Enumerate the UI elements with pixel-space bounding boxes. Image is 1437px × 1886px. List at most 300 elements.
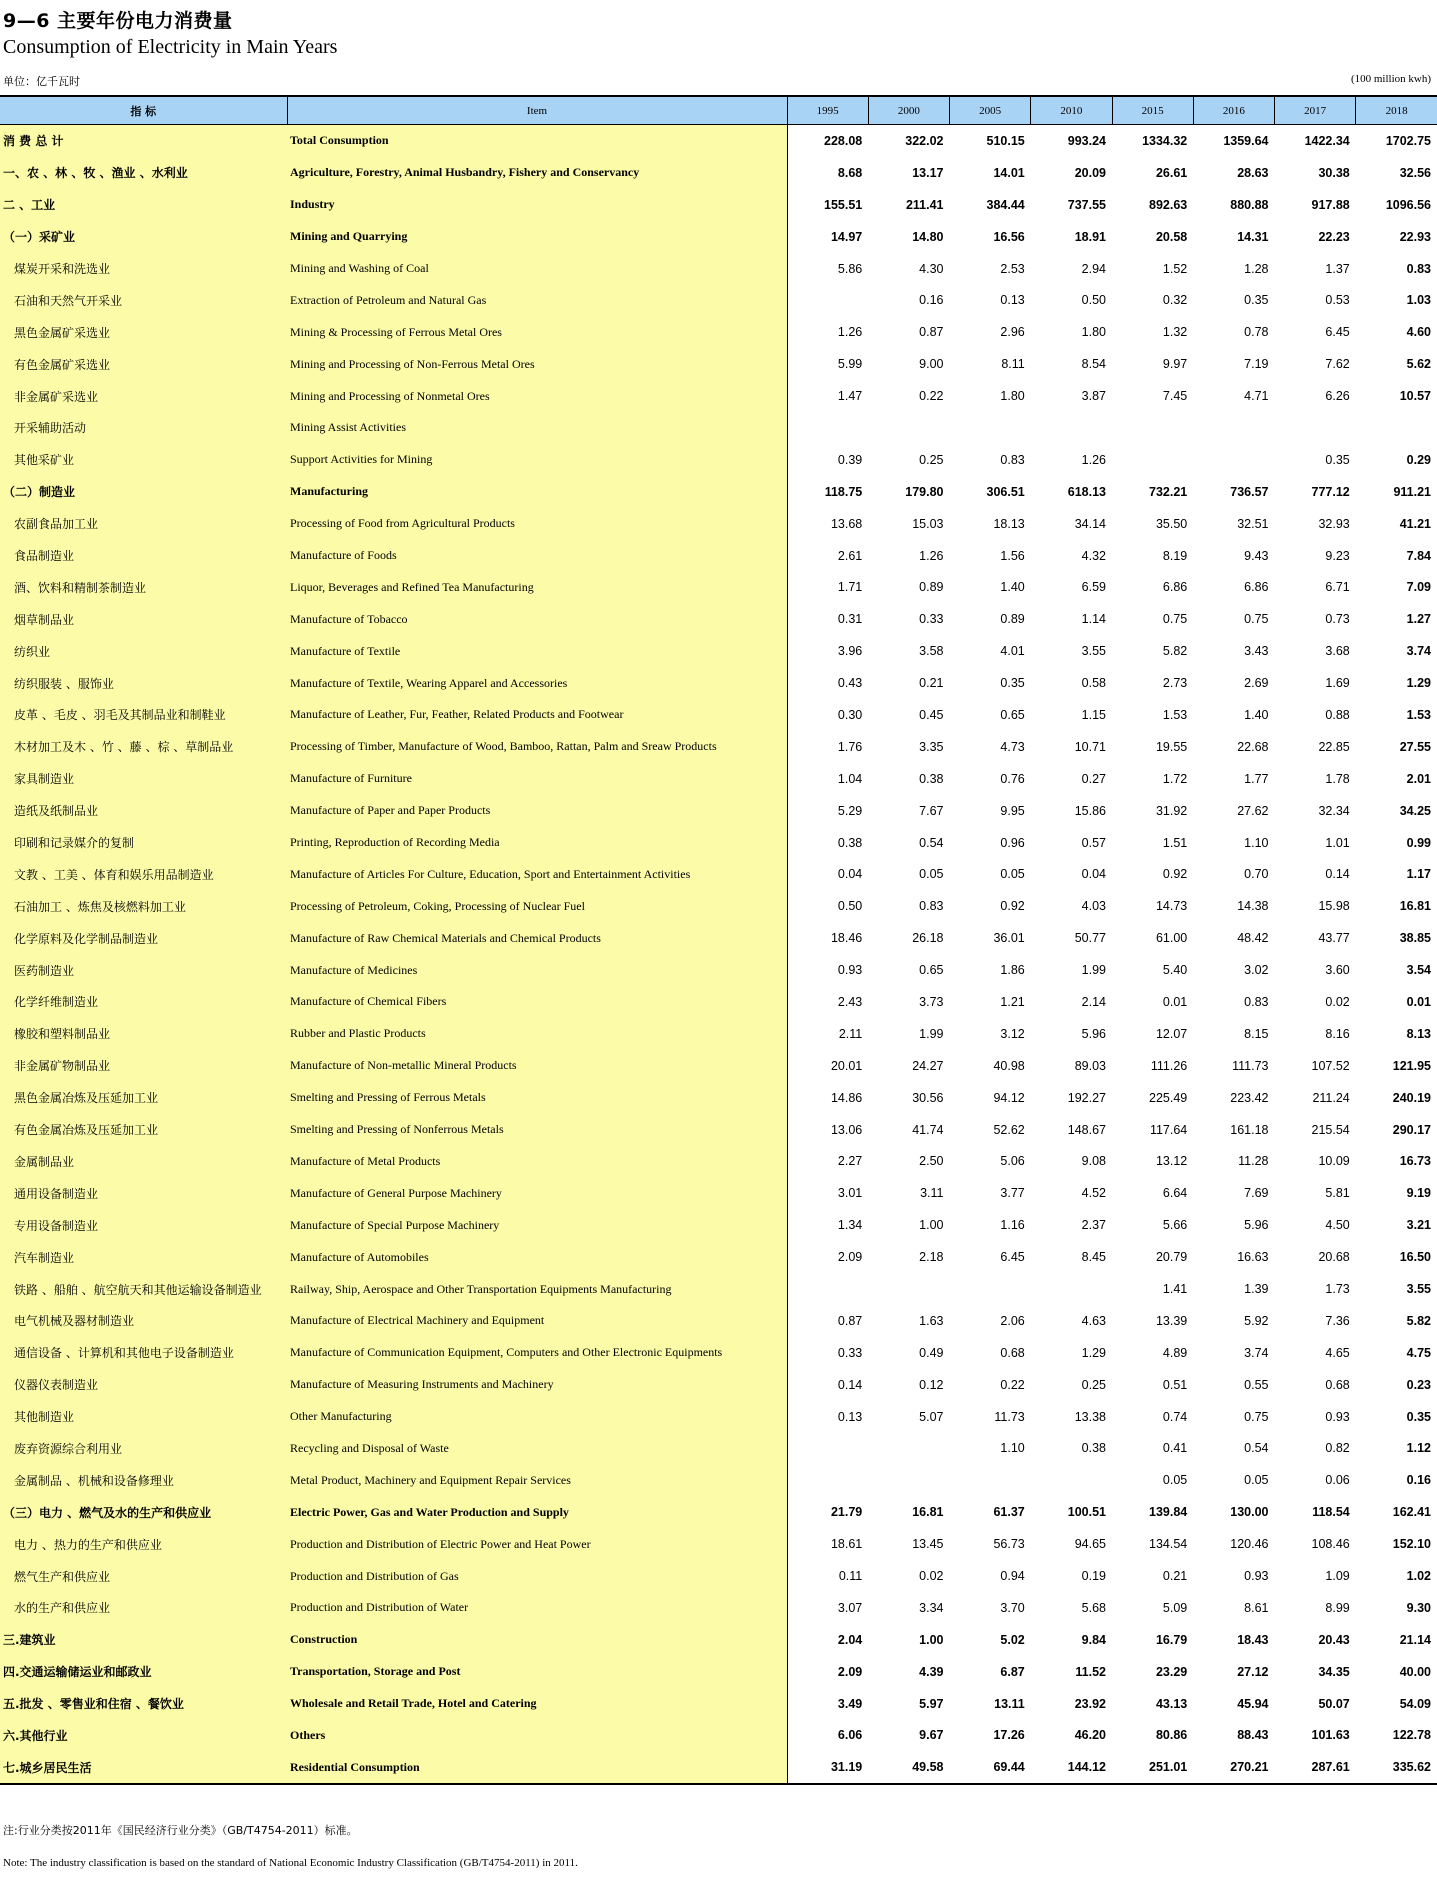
row-label-en: Processing of Timber, Manufacture of Wood, Bamboo, Rattan, Palm and Sreaw Products: [287, 731, 787, 763]
value-cell: 1.29: [1081, 1345, 1106, 1360]
value-cell: 1.40: [1000, 580, 1025, 595]
value-cell: 0.35: [1000, 676, 1025, 691]
row-label-cn: 通用设备制造业: [0, 1177, 287, 1209]
value-cell: 0.22: [1000, 1377, 1025, 1392]
row-label-cn: （一）采矿业: [0, 221, 287, 253]
row-label-cn: 食品制造业: [0, 540, 287, 572]
value-cell: 228.08: [824, 133, 863, 148]
value-cell: 0.96: [1000, 835, 1025, 850]
value-cell: 5.06: [1000, 1154, 1025, 1169]
table-row: [0, 157, 1437, 189]
value-cell: 3.02: [1244, 963, 1269, 978]
value-cell: 4.75: [1406, 1345, 1431, 1360]
value-cell: 120.46: [1230, 1537, 1269, 1552]
value-cell: 0.21: [1162, 1569, 1188, 1584]
value-cell: 52.62: [993, 1122, 1025, 1137]
value-cell: 7.19: [1244, 357, 1269, 372]
row-label-en: Manufacture of Tobacco: [287, 603, 787, 635]
row-label-en: Recycling and Disposal of Waste: [287, 1433, 787, 1465]
value-cell: 1096.56: [1385, 197, 1431, 212]
value-cell: 0.58: [1081, 676, 1106, 691]
value-cell: [787, 1464, 868, 1496]
value-cell: 5.96: [1081, 1026, 1106, 1041]
row-label-cn: 化学原料及化学制品制造业: [0, 922, 287, 954]
value-cell: 0.30: [837, 707, 863, 722]
table-row: [0, 1624, 1437, 1656]
value-cell: 16.81: [912, 1505, 944, 1520]
value-cell: 8.68: [837, 165, 863, 180]
table-row: [0, 1592, 1437, 1624]
value-cell: 0.68: [1325, 1377, 1350, 1392]
header-year: 1995: [787, 96, 868, 125]
value-cell: 917.88: [1311, 197, 1350, 212]
value-cell: 161.18: [1230, 1122, 1269, 1137]
value-cell: 9.23: [1325, 548, 1350, 563]
row-label-en: Manufacture of Paper and Paper Products: [287, 795, 787, 827]
value-cell: 152.10: [1392, 1537, 1431, 1552]
row-label-cn: 木材加工及木 、竹 、藤 、棕 、草制品业: [0, 731, 287, 763]
value-cell: 1.53: [1406, 707, 1431, 722]
value-cell: 1.26: [837, 325, 863, 340]
value-cell: 0.14: [837, 1377, 863, 1392]
value-cell: 1.51: [1162, 835, 1188, 850]
value-cell: 11.73: [994, 1409, 1025, 1424]
value-cell: 122.78: [1392, 1728, 1431, 1743]
value-cell: 4.89: [1162, 1345, 1188, 1360]
row-label-cn: 有色金属冶炼及压延加工业: [0, 1114, 287, 1146]
header-year: 2015: [1112, 96, 1193, 125]
value-cell: 3.34: [919, 1600, 944, 1615]
value-cell: 61.37: [993, 1505, 1025, 1520]
value-cell: 1.14: [1081, 612, 1106, 627]
value-cell: 2.14: [1081, 994, 1106, 1009]
value-cell: 0.55: [1244, 1377, 1269, 1392]
table-row: [0, 795, 1437, 827]
table-row: [0, 1560, 1437, 1592]
table-row: [0, 827, 1437, 859]
table-row: [0, 444, 1437, 476]
value-cell: 34.14: [1074, 516, 1106, 531]
value-cell: 0.41: [1162, 1441, 1188, 1456]
row-label-en: Railway, Ship, Aerospace and Other Transportation Equipments Manufacturing: [287, 1273, 787, 1305]
value-cell: 8.54: [1081, 357, 1106, 372]
value-cell: 107.52: [1311, 1058, 1350, 1073]
row-label-cn: 五.批发 、零售业和住宿 、餐饮业: [0, 1688, 287, 1720]
value-cell: 3.12: [1000, 1026, 1025, 1041]
value-cell: 0.25: [919, 452, 944, 467]
value-cell: 111.26: [1150, 1058, 1188, 1073]
value-cell: 0.54: [1244, 1441, 1269, 1456]
table-row: [0, 763, 1437, 795]
value-cell: 111.73: [1232, 1058, 1269, 1073]
row-label-cn: 黑色金属矿采选业: [0, 316, 287, 348]
table-row: [0, 1114, 1437, 1146]
value-cell: 18.61: [830, 1537, 863, 1552]
row-label-cn: 四.交通运输储运业和邮政业: [0, 1656, 287, 1688]
value-cell: [868, 1273, 949, 1305]
value-cell: 0.92: [1000, 899, 1025, 914]
value-cell: 1.78: [1325, 771, 1350, 786]
value-cell: 1.69: [1325, 676, 1350, 691]
value-cell: 13.11: [994, 1696, 1025, 1711]
value-cell: 34.35: [1318, 1664, 1350, 1679]
table-row: [0, 348, 1437, 380]
value-cell: 10.71: [1074, 739, 1106, 754]
value-cell: 0.65: [919, 963, 944, 978]
value-cell: 20.43: [1318, 1632, 1350, 1647]
value-cell: 4.03: [1081, 899, 1106, 914]
table-row: [0, 858, 1437, 890]
value-cell: 16.81: [1399, 899, 1431, 914]
row-label-en: Manufacture of Medicines: [287, 954, 787, 986]
value-cell: 2.11: [838, 1026, 863, 1041]
value-cell: 192.27: [1067, 1090, 1106, 1105]
table-row: [0, 1751, 1437, 1784]
value-cell: 732.21: [1149, 484, 1188, 499]
value-cell: 1.00: [919, 1218, 944, 1233]
value-cell: 335.62: [1356, 1751, 1437, 1784]
table-row: [0, 954, 1437, 986]
value-cell: [1031, 1273, 1112, 1305]
value-cell: 736.57: [1230, 484, 1269, 499]
value-cell: 1.86: [1000, 963, 1025, 978]
value-cell: 21.79: [830, 1505, 863, 1520]
value-cell: 89.03: [1074, 1058, 1106, 1073]
row-label-cn: 印刷和记录媒介的复制: [0, 827, 287, 859]
value-cell: 5.82: [1162, 644, 1188, 659]
row-label-en: Electric Power, Gas and Water Production and Supply: [287, 1496, 787, 1528]
value-cell: [1112, 444, 1193, 476]
value-cell: 6.86: [1162, 580, 1188, 595]
value-cell: 3.54: [1406, 963, 1431, 978]
value-cell: 1.17: [1406, 867, 1431, 882]
header-row: [0, 96, 1437, 125]
header-indicator: 指 标: [0, 96, 287, 125]
value-cell: 9.19: [1406, 1186, 1431, 1201]
value-cell: 0.83: [1244, 994, 1269, 1009]
value-cell: 618.13: [1067, 484, 1106, 499]
value-cell: 35.50: [1155, 516, 1188, 531]
value-cell: 4.01: [1000, 644, 1025, 659]
value-cell: 0.87: [837, 1313, 863, 1328]
value-cell: 40.98: [993, 1058, 1025, 1073]
value-cell: 6.64: [1162, 1186, 1188, 1201]
value-cell: 148.67: [1067, 1122, 1106, 1137]
value-cell: 101.63: [1311, 1728, 1350, 1743]
value-cell: 134.54: [1149, 1537, 1188, 1552]
value-cell: 1.47: [837, 389, 863, 404]
value-cell: 3.70: [1000, 1600, 1025, 1615]
value-cell: 9.00: [919, 357, 944, 372]
value-cell: 2.18: [919, 1250, 944, 1265]
row-label-cn: 二 、工业: [0, 189, 287, 221]
row-label-en: Manufacture of Leather, Fur, Feather, Related Products and Footwear: [287, 699, 787, 731]
value-cell: 5.66: [1162, 1218, 1188, 1233]
value-cell: 108.46: [1311, 1537, 1350, 1552]
value-cell: 2.27: [837, 1154, 863, 1169]
row-label-en: Mining and Processing of Non-Ferrous Metal Ores: [287, 348, 787, 380]
table-row: [0, 635, 1437, 667]
value-cell: 7.09: [1406, 580, 1431, 595]
table-header: [0, 96, 1437, 125]
value-cell: 23.29: [1155, 1664, 1188, 1679]
value-cell: 14.97: [830, 229, 863, 244]
value-cell: [868, 1433, 949, 1465]
value-cell: 36.01: [993, 931, 1025, 946]
value-cell: 0.89: [919, 580, 944, 595]
row-label-en: Residential Consumption: [287, 1751, 787, 1784]
value-cell: 0.01: [1162, 994, 1188, 1009]
row-label-en: Manufacture of Automobiles: [287, 1241, 787, 1273]
value-cell: 14.01: [993, 165, 1025, 180]
row-label-en: Manufacture of Metal Products: [287, 1146, 787, 1178]
value-cell: 270.21: [1193, 1751, 1274, 1784]
value-cell: 0.23: [1406, 1377, 1431, 1392]
row-label-cn: 燃气生产和供应业: [0, 1560, 287, 1592]
table-row: [0, 1720, 1437, 1752]
value-cell: 5.82: [1406, 1313, 1431, 1328]
row-label-cn: 通信设备 、计算机和其他电子设备制造业: [0, 1337, 287, 1369]
value-cell: 0.05: [1000, 867, 1025, 882]
value-cell: 5.40: [1162, 963, 1188, 978]
value-cell: 1.99: [919, 1026, 944, 1041]
value-cell: 0.93: [1244, 1569, 1269, 1584]
value-cell: 3.77: [1000, 1186, 1025, 1201]
table-row: [0, 1146, 1437, 1178]
value-cell: 0.65: [1000, 707, 1025, 722]
row-label-en: Manufacturing: [287, 476, 787, 508]
value-cell: 777.12: [1311, 484, 1350, 499]
value-cell: 3.49: [837, 1696, 863, 1711]
row-label-en: Others: [287, 1720, 787, 1752]
row-label-en: Liquor, Beverages and Refined Tea Manufacturing: [287, 571, 787, 603]
value-cell: 0.04: [837, 867, 863, 882]
header-year: 2005: [950, 96, 1031, 125]
value-cell: 21.14: [1399, 1632, 1431, 1647]
row-label-cn: 农副食品加工业: [0, 508, 287, 540]
row-label-cn: （二）制造业: [0, 476, 287, 508]
row-label-en: Mining & Processing of Ferrous Metal Ores: [287, 316, 787, 348]
value-cell: [950, 1273, 1031, 1305]
value-cell: 5.81: [1325, 1186, 1350, 1201]
value-cell: 28.63: [1237, 165, 1269, 180]
value-cell: 3.11: [920, 1186, 944, 1201]
value-cell: 0.78: [1244, 325, 1269, 340]
row-label-cn: 废弃资源综合利用业: [0, 1433, 287, 1465]
header-year: 2018: [1356, 96, 1437, 125]
value-cell: 6.45: [1000, 1250, 1025, 1265]
value-cell: [868, 412, 949, 444]
value-cell: 1.73: [1325, 1282, 1350, 1296]
table-row: [0, 125, 1437, 157]
table-row: [0, 1369, 1437, 1401]
table-row: [0, 986, 1437, 1018]
row-label-cn: 医药制造业: [0, 954, 287, 986]
value-cell: 4.39: [919, 1664, 944, 1679]
value-cell: 31.92: [1155, 803, 1188, 818]
value-cell: 3.60: [1325, 963, 1350, 978]
value-cell: 13.12: [1155, 1154, 1188, 1169]
value-cell: 3.21: [1406, 1218, 1431, 1233]
value-cell: 121.95: [1392, 1058, 1431, 1073]
value-cell: 3.35: [919, 739, 944, 754]
value-cell: 0.93: [1325, 1409, 1350, 1424]
value-cell: 9.97: [1162, 357, 1188, 372]
value-cell: 5.86: [837, 261, 863, 276]
value-cell: 0.49: [919, 1345, 944, 1360]
value-cell: 8.13: [1406, 1026, 1431, 1041]
value-cell: 50.77: [1074, 931, 1106, 946]
row-label-en: Mining and Processing of Nonmetal Ores: [287, 380, 787, 412]
table-row: [0, 284, 1437, 316]
value-cell: 1422.34: [1304, 133, 1350, 148]
row-label-cn: 造纸及纸制品业: [0, 795, 287, 827]
value-cell: 11.28: [1238, 1154, 1269, 1169]
value-cell: 41.21: [1399, 516, 1431, 531]
value-cell: 1359.64: [1223, 133, 1269, 148]
value-cell: 4.71: [1244, 389, 1269, 404]
value-cell: 2.01: [1406, 771, 1431, 786]
unit-label-en: (100 million kwh): [1350, 73, 1431, 85]
value-cell: 6.59: [1081, 580, 1106, 595]
value-cell: 2.37: [1081, 1218, 1106, 1233]
header-year: 2017: [1275, 96, 1356, 125]
row-label-en: Mining Assist Activities: [287, 412, 787, 444]
value-cell: 15.03: [912, 516, 944, 531]
row-label-cn: 皮革 、毛皮 、羽毛及其制品业和制鞋业: [0, 699, 287, 731]
value-cell: 1.53: [1162, 707, 1188, 722]
value-cell: 0.74: [1162, 1409, 1188, 1424]
value-cell: 6.86: [1244, 580, 1269, 595]
value-cell: [950, 412, 1031, 444]
table-row: [0, 412, 1437, 444]
row-label-en: Mining and Washing of Coal: [287, 253, 787, 285]
value-cell: 3.68: [1325, 644, 1350, 659]
value-cell: 1.02: [1406, 1569, 1431, 1584]
value-cell: 61.00: [1155, 931, 1188, 946]
value-cell: 1.80: [1081, 325, 1106, 340]
value-cell: 0.83: [1406, 261, 1431, 276]
value-cell: 2.94: [1081, 261, 1106, 276]
value-cell: 2.43: [837, 994, 863, 1009]
row-label-en: Manufacture of Chemical Fibers: [287, 986, 787, 1018]
value-cell: [1193, 444, 1274, 476]
row-label-en: Manufacture of Textile: [287, 635, 787, 667]
value-cell: 8.15: [1244, 1026, 1269, 1041]
value-cell: [1275, 412, 1356, 444]
value-cell: [787, 284, 868, 316]
value-cell: 23.92: [1074, 1696, 1106, 1711]
value-cell: 20.01: [830, 1058, 863, 1073]
value-cell: 40.00: [1399, 1664, 1431, 1679]
value-cell: 16.50: [1399, 1250, 1431, 1265]
value-cell: 0.25: [1081, 1377, 1106, 1392]
row-label-en: Manufacture of Furniture: [287, 763, 787, 795]
value-cell: 0.19: [1081, 1569, 1106, 1584]
value-cell: 13.45: [912, 1537, 944, 1552]
table-row: [0, 316, 1437, 348]
electricity-table: [0, 95, 1437, 1785]
value-cell: 1.40: [1244, 707, 1269, 722]
value-cell: 0.50: [837, 899, 863, 914]
value-cell: 9.95: [1000, 803, 1025, 818]
value-cell: 50.07: [1318, 1696, 1350, 1711]
value-cell: 2.50: [919, 1154, 944, 1169]
value-cell: 0.35: [1244, 293, 1269, 308]
value-cell: 54.09: [1399, 1696, 1431, 1711]
table-row: [0, 253, 1437, 285]
value-cell: 2.61: [837, 548, 863, 563]
value-cell: 34.25: [1399, 803, 1431, 818]
value-cell: 162.41: [1392, 1505, 1431, 1520]
value-cell: 0.33: [919, 612, 944, 627]
value-cell: 80.86: [1155, 1728, 1188, 1743]
table-row: [0, 1464, 1437, 1496]
row-label-cn: 化学纤维制造业: [0, 986, 287, 1018]
row-label-en: Construction: [287, 1624, 787, 1656]
row-label-cn: 其他制造业: [0, 1401, 287, 1433]
row-label-cn: 金属制品 、机械和设备修理业: [0, 1464, 287, 1496]
row-label-cn: 橡胶和塑料制品业: [0, 1018, 287, 1050]
value-cell: 41.74: [912, 1122, 944, 1137]
value-cell: 993.24: [1067, 133, 1106, 148]
row-label-cn: 烟草制品业: [0, 603, 287, 635]
table-row: [0, 380, 1437, 412]
value-cell: 6.06: [837, 1728, 863, 1743]
table-row: [0, 1050, 1437, 1082]
value-cell: 223.42: [1230, 1090, 1269, 1105]
value-cell: 30.38: [1318, 165, 1350, 180]
row-label-en: Production and Distribution of Water: [287, 1592, 787, 1624]
value-cell: 4.73: [1000, 739, 1025, 754]
value-cell: 1.76: [837, 739, 863, 754]
value-cell: 4.52: [1081, 1186, 1106, 1201]
value-cell: 1.01: [1325, 835, 1350, 850]
value-cell: 144.12: [1031, 1751, 1112, 1784]
value-cell: 46.20: [1074, 1728, 1106, 1743]
value-cell: 8.61: [1244, 1600, 1269, 1615]
value-cell: 1.04: [837, 771, 863, 786]
value-cell: 0.16: [919, 293, 944, 308]
row-label-en: Manufacture of Non-metallic Mineral Products: [287, 1050, 787, 1082]
value-cell: 5.09: [1162, 1600, 1188, 1615]
value-cell: 49.58: [868, 1751, 949, 1784]
value-cell: 225.49: [1149, 1090, 1188, 1105]
table-row: [0, 189, 1437, 221]
value-cell: 0.53: [1325, 293, 1350, 308]
data-table-container: [0, 95, 1437, 1785]
value-cell: 7.69: [1244, 1186, 1269, 1201]
value-cell: 0.06: [1325, 1473, 1350, 1488]
value-cell: 1.03: [1406, 293, 1431, 308]
value-cell: 5.02: [1000, 1632, 1025, 1647]
value-cell: 179.80: [905, 484, 944, 499]
value-cell: 0.88: [1325, 707, 1350, 722]
table-row: [0, 1305, 1437, 1337]
value-cell: 3.58: [919, 644, 944, 659]
row-label-cn: 开采辅助活动: [0, 412, 287, 444]
table-row: [0, 540, 1437, 572]
row-label-cn: 酒、饮料和精制茶制造业: [0, 571, 287, 603]
value-cell: 13.39: [1155, 1313, 1188, 1328]
value-cell: 27.55: [1399, 739, 1431, 754]
value-cell: 6.26: [1325, 389, 1350, 404]
value-cell: 22.85: [1318, 739, 1350, 754]
row-label-en: Manufacture of Electrical Machinery and Equipment: [287, 1305, 787, 1337]
value-cell: 22.93: [1399, 229, 1431, 244]
row-label-en: Manufacture of Measuring Instruments and Machinery: [287, 1369, 787, 1401]
value-cell: 20.68: [1318, 1250, 1350, 1265]
